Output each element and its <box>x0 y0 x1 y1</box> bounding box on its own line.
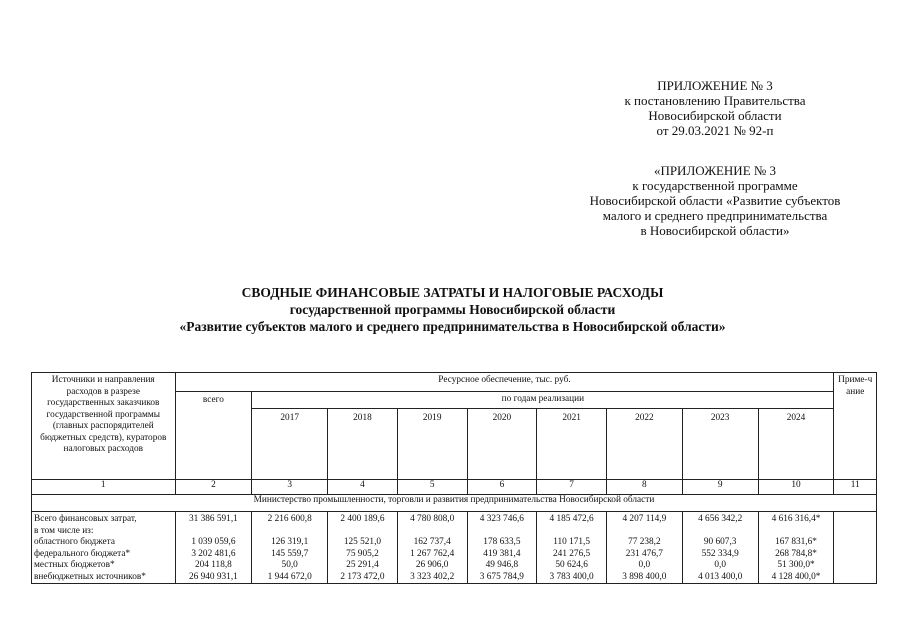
values-2023 <box>682 512 758 584</box>
value-total: 31 386 591,1 <box>188 514 238 524</box>
row-label-including: в том числе из: <box>34 525 94 536</box>
value-total: 4 207 114,9 <box>622 514 667 524</box>
year-header: 2022 <box>606 409 682 480</box>
column-number: 4 <box>328 480 398 495</box>
row-label-total: Всего финансовых затрат, <box>34 514 137 524</box>
title-line: «Развитие субъектов малого и среднего предпринимательства в Новосибирской области» <box>179 319 726 334</box>
column-number: 6 <box>467 480 537 495</box>
value-total: 4 185 472,6 <box>549 514 594 524</box>
column-number: 11 <box>834 480 877 495</box>
row-label-regional: областного бюджета <box>34 537 115 547</box>
program-appendix-line: «ПРИЛОЖЕНИЕ № 3 <box>653 163 777 178</box>
column-number: 3 <box>252 480 328 495</box>
value-regional: 1 039 059,6 <box>191 537 236 547</box>
value-regional: 162 737,4 <box>413 537 451 547</box>
column-number: 9 <box>682 480 758 495</box>
values-2022 <box>606 512 682 584</box>
note-header: Приме-чание <box>834 373 877 480</box>
year-header: 2020 <box>467 409 537 480</box>
value-local: 51 300,0* <box>777 560 815 570</box>
column-number: 10 <box>758 480 834 495</box>
title-line: государственной программы Новосибирской области <box>289 302 616 317</box>
column-number: 5 <box>397 480 467 495</box>
value-extra: 3 783 400,0 <box>549 571 594 582</box>
value-federal: 419 381,4 <box>483 548 521 559</box>
program-appendix-line: малого и среднего предпринимательства <box>602 208 828 223</box>
value-extra: 3 898 400,0 <box>622 571 667 582</box>
value-total: 2 216 600,8 <box>267 514 312 524</box>
values-2019 <box>397 512 467 584</box>
value-regional: 77 238,2 <box>628 537 661 547</box>
row-label-local: местных бюджетов* <box>34 560 115 570</box>
row-label-extra: внебюджетных источников* <box>34 571 146 582</box>
value-local: 204 118,8 <box>194 560 232 570</box>
column-number: 8 <box>606 480 682 495</box>
value-federal: 75 905,2 <box>346 548 379 559</box>
data-row <box>32 512 877 584</box>
value-extra: 2 173 472,0 <box>340 571 385 582</box>
program-appendix-header <box>560 163 870 238</box>
value-local: 26 906,0 <box>415 560 449 570</box>
value-extra: 4 013 400,0 <box>698 571 743 582</box>
value-total: 4 656 342,2 <box>698 514 743 524</box>
value-regional: 178 633,5 <box>483 537 521 547</box>
value-extra: 3 323 402,2 <box>410 571 455 582</box>
year-header: 2018 <box>328 409 398 480</box>
appendix-line: Новосибирской области <box>648 108 782 123</box>
value-federal: 145 559,7 <box>271 548 309 559</box>
values-2020 <box>467 512 537 584</box>
value-regional: 110 171,5 <box>553 537 591 547</box>
column-number: 1 <box>32 480 176 495</box>
value-local: 0,0 <box>714 560 726 570</box>
value-regional: 125 521,0 <box>343 537 382 547</box>
title-line: СВОДНЫЕ ФИНАНСОВЫЕ ЗАТРАТЫ И НАЛОГОВЫЕ РАСХОДЫ <box>241 285 664 300</box>
total-header: всего <box>175 392 252 480</box>
appendix-header <box>560 78 870 138</box>
value-regional: 167 831,6* <box>775 537 817 547</box>
value-local: 50 624,6 <box>555 560 588 570</box>
value-extra: 3 675 784,9 <box>479 571 524 582</box>
appendix-line: к постановлению Правительства <box>624 93 806 108</box>
values-2017 <box>252 512 328 584</box>
value-local: 50,0 <box>281 560 298 570</box>
value-total: 4 780 808,0 <box>410 514 455 524</box>
note-cell <box>834 512 877 584</box>
appendix-line: от 29.03.2021 № 92-п <box>656 123 774 138</box>
value-federal: 241 276,5 <box>553 548 591 559</box>
value-extra: 26 940 931,1 <box>188 571 238 582</box>
row-label-federal: федерального бюджета* <box>34 548 131 559</box>
row-labels <box>32 512 176 584</box>
year-header: 2024 <box>758 409 834 480</box>
value-federal: 268 784,8* <box>775 548 817 559</box>
years-header: по годам реализации <box>252 392 834 409</box>
ministry-row <box>32 495 877 512</box>
resource-header: Ресурсное обеспечение, тыс. руб. <box>175 373 834 392</box>
year-header: 2019 <box>397 409 467 480</box>
program-appendix-line: Новосибирской области «Развитие субъектов <box>589 193 841 208</box>
value-local: 25 291,4 <box>346 560 379 570</box>
value-total: 4 616 316,4* <box>771 514 821 524</box>
financial-table <box>31 372 877 584</box>
year-header: 2017 <box>252 409 328 480</box>
value-regional: 90 607,3 <box>703 537 737 547</box>
values-2021 <box>537 512 607 584</box>
document-title <box>0 284 905 335</box>
values-2024 <box>758 512 834 584</box>
column-numbers-row <box>32 480 877 495</box>
value-local: 49 946,8 <box>485 560 519 570</box>
value-total: 2 400 189,6 <box>340 514 385 524</box>
value-federal: 3 202 481,6 <box>191 548 236 559</box>
column-number: 7 <box>537 480 607 495</box>
value-federal: 1 267 762,4 <box>410 548 455 559</box>
value-total: 4 323 746,6 <box>479 514 524 524</box>
value-local: 0,0 <box>638 560 651 570</box>
value-federal: 552 334,9 <box>701 548 739 559</box>
year-header: 2021 <box>537 409 607 480</box>
column-number: 2 <box>175 480 252 495</box>
program-appendix-line: к государственной программе <box>632 178 798 193</box>
value-extra: 4 128 400,0* <box>771 571 821 582</box>
values-2018 <box>328 512 398 584</box>
year-header: 2023 <box>682 409 758 480</box>
source-header: Источники и направления расходов в разрезе государственных заказчиков государственной программы (главных распорядителей бюджетных средств), кураторов налоговых расходов <box>32 373 176 480</box>
ministry-name: Министерство промышленности, торговли и развития предпринимательства Новосибирской области <box>32 495 877 512</box>
value-regional: 126 319,1 <box>271 537 309 547</box>
value-federal: 231 476,7 <box>625 548 663 559</box>
program-appendix-line: в Новосибирской области» <box>640 223 790 238</box>
values-total <box>175 512 252 584</box>
value-extra: 1 944 672,0 <box>267 571 312 582</box>
appendix-line: ПРИЛОЖЕНИЕ № 3 <box>657 78 773 93</box>
